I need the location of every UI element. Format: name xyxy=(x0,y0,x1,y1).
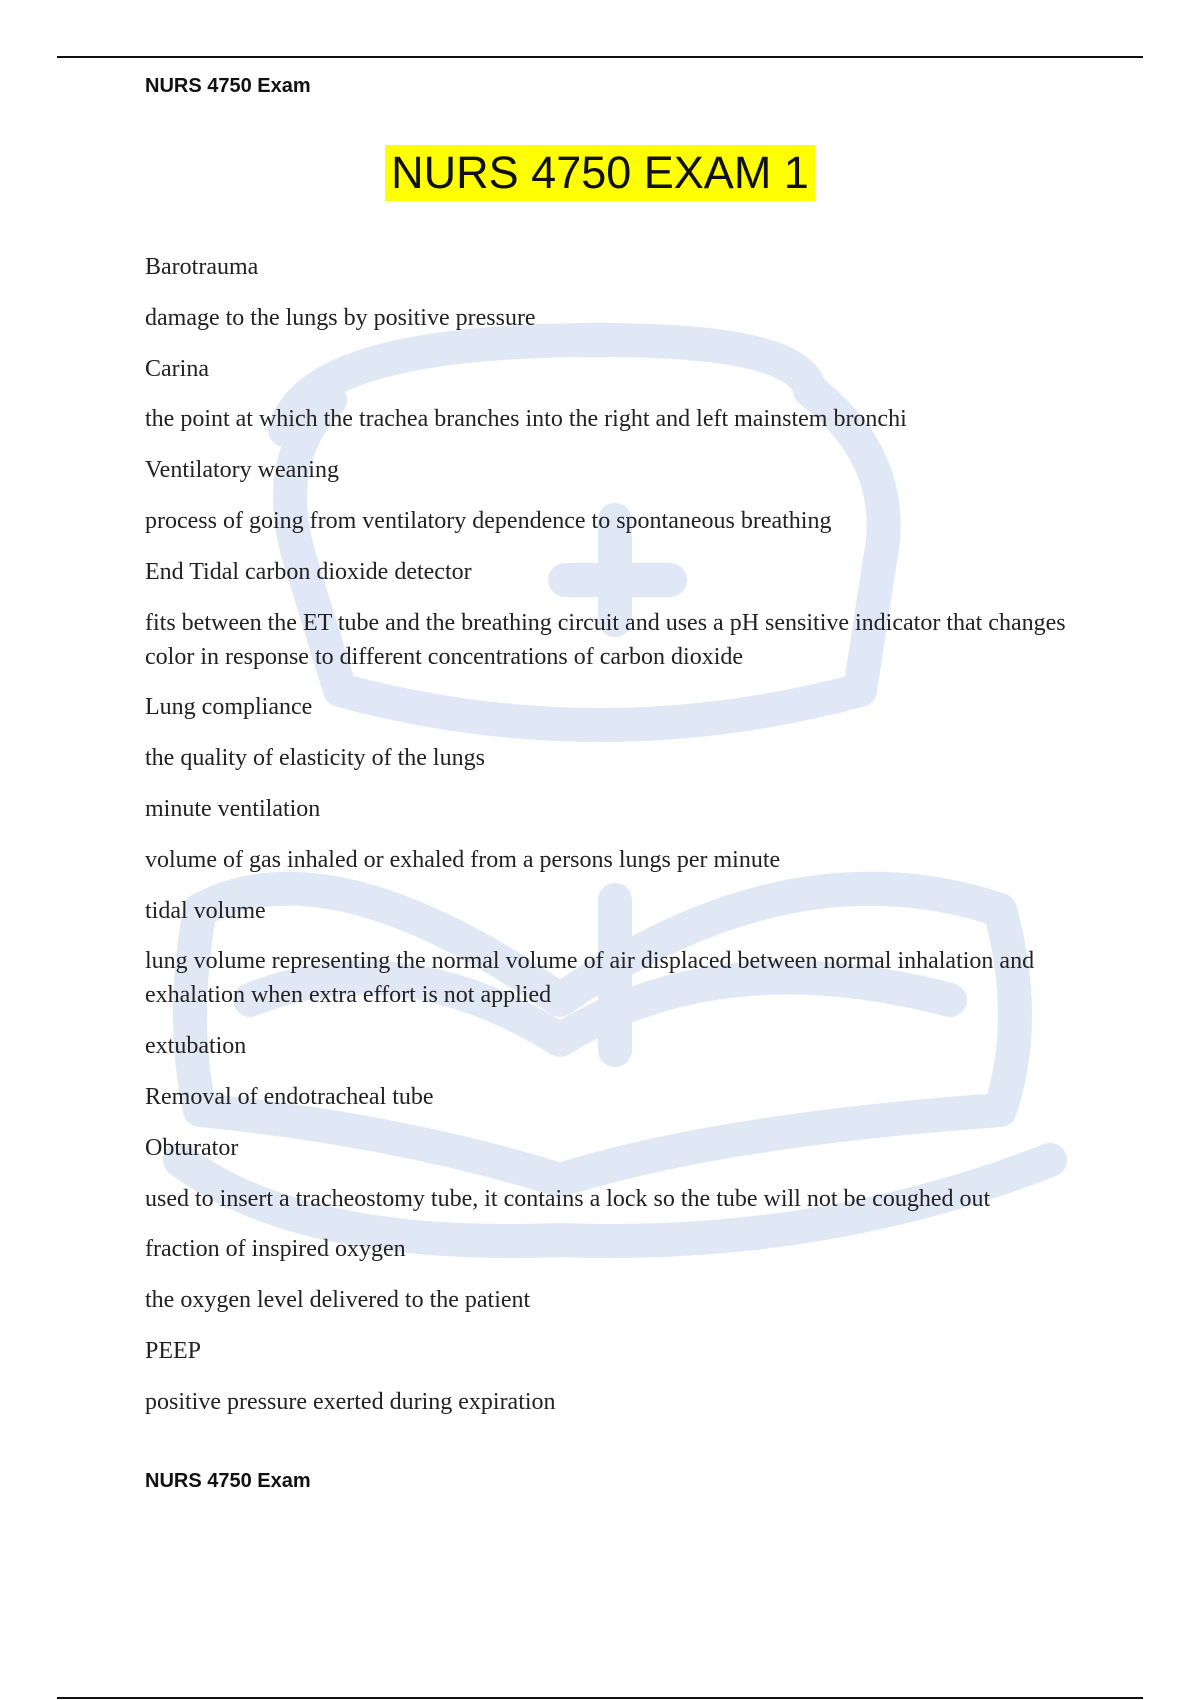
term-line: tidal volume xyxy=(145,897,266,924)
term-line: minute ventilation xyxy=(145,795,321,822)
definition-line: the quality of elasticity of the lungs xyxy=(145,745,485,772)
top-rule xyxy=(57,56,1143,58)
definition-line: process of going from ventilatory dependence to spontaneous breathing xyxy=(145,507,832,534)
footer-label: NURS 4750 Exam xyxy=(145,1470,311,1492)
definition-line: the oxygen level delivered to the patient xyxy=(145,1287,531,1314)
title-wrap xyxy=(0,145,1200,201)
term-line: Carina xyxy=(145,355,209,382)
header-label: NURS 4750 Exam xyxy=(145,75,311,97)
term-line: PEEP xyxy=(145,1337,202,1364)
definition-line: fits between the ET tube and the breathing circuit and uses a pH sensitive indicator that changes color in response to different concentrations of carbon dioxide xyxy=(145,609,1066,670)
definition-line: Removal of endotracheal tube xyxy=(145,1083,434,1110)
term-line: End Tidal carbon dioxide detector xyxy=(145,558,472,585)
document-title: NURS 4750 EXAM 1 xyxy=(385,145,815,201)
flashcard-list xyxy=(145,250,1085,1436)
definition-line: positive pressure exerted during expiration xyxy=(145,1388,556,1415)
term-line: extubation xyxy=(145,1033,247,1060)
definition-line: the point at which the trachea branches into the right and left mainstem bronchi xyxy=(145,406,907,433)
term-line: Obturator xyxy=(145,1134,239,1161)
definition-line: lung volume representing the normal volume of air displaced between normal inhalation and exhalation when extra effort is not applied xyxy=(145,948,1035,1009)
bottom-rule xyxy=(57,1697,1143,1699)
definition-line: used to insert a tracheostomy tube, it contains a lock so the tube will not be coughed out xyxy=(145,1185,991,1212)
definition-line: volume of gas inhaled or exhaled from a persons lungs per minute xyxy=(145,846,781,873)
term-line: Barotrauma xyxy=(145,254,259,280)
definition-line: damage to the lungs by positive pressure xyxy=(145,304,536,331)
term-line: Lung compliance xyxy=(145,694,313,721)
term-line: fraction of inspired oxygen xyxy=(145,1236,406,1263)
term-line: Ventilatory weaning xyxy=(145,457,339,484)
